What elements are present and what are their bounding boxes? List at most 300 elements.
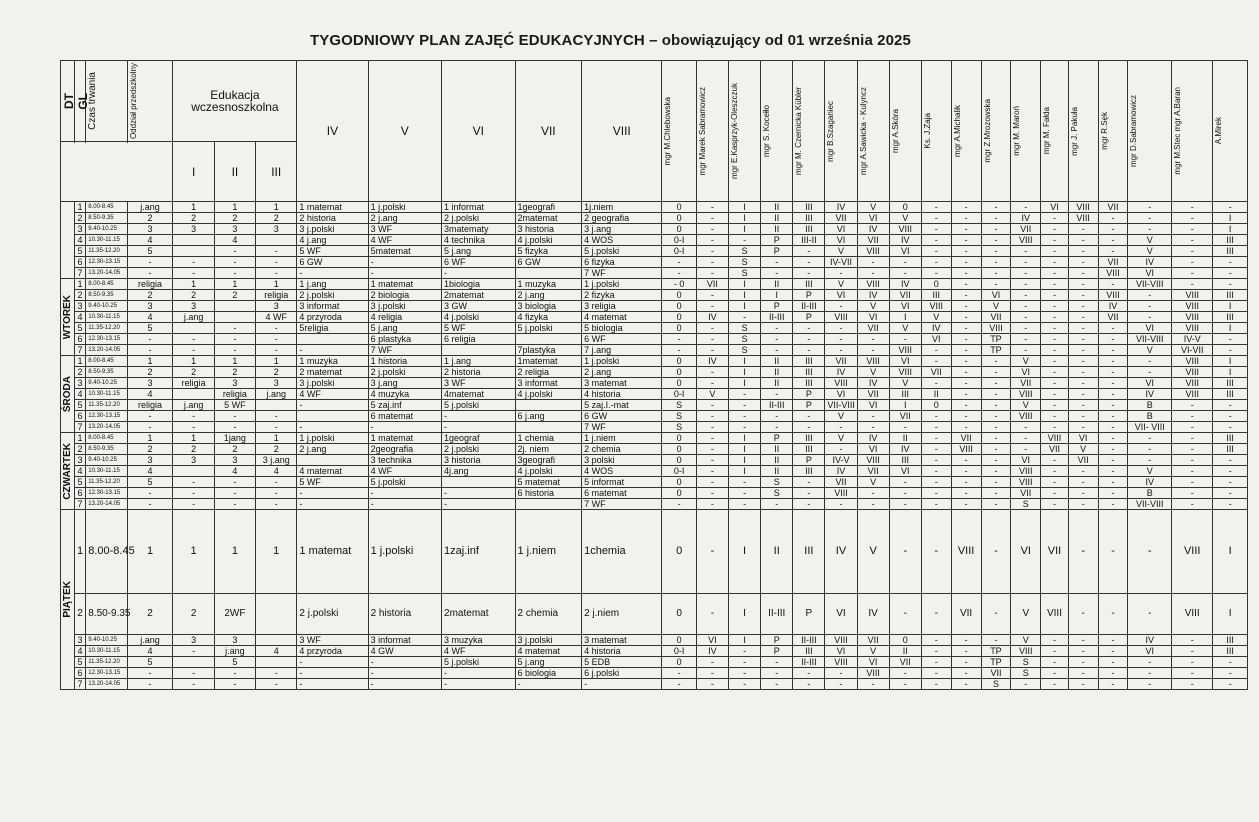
- schedule-cell: [297, 455, 368, 466]
- schedule-cell: I: [729, 444, 761, 455]
- schedule-cell: -: [889, 257, 921, 268]
- schedule-cell: -: [368, 488, 441, 499]
- schedule-cell: -: [1128, 301, 1172, 312]
- lesson-number: 7: [74, 499, 85, 510]
- schedule-cell: -: [1128, 455, 1172, 466]
- schedule-cell: -: [1041, 246, 1069, 257]
- schedule-cell: -: [1041, 657, 1069, 668]
- schedule-cell: 4 WF: [368, 235, 441, 246]
- schedule-cell: -: [981, 246, 1011, 257]
- schedule-cell: -: [256, 668, 297, 679]
- schedule-cell: -: [951, 679, 981, 690]
- schedule-cell: -: [1172, 400, 1213, 411]
- schedule-cell: -: [921, 657, 951, 668]
- schedule-cell: VII: [951, 594, 981, 635]
- schedule-cell: -: [921, 268, 951, 279]
- schedule-cell: -: [1213, 279, 1248, 290]
- teacher-header: mgr J. Pakuła: [1069, 106, 1079, 156]
- teacher-header: mgr Z.Mrozowska: [982, 99, 992, 163]
- schedule-cell: 0: [662, 213, 696, 224]
- schedule-cell: -: [1011, 433, 1041, 444]
- schedule-cell: 1 j.polski: [368, 510, 441, 594]
- schedule-cell: 2geografia: [368, 444, 441, 455]
- schedule-cell: -: [951, 488, 981, 499]
- schedule-cell: 1: [256, 510, 297, 594]
- schedule-cell: IV: [1128, 257, 1172, 268]
- schedule-cell: -: [696, 466, 728, 477]
- schedule-cell: -: [921, 224, 951, 235]
- day-label: CZWARTEK: [62, 442, 73, 500]
- schedule-cell: j.ang: [173, 400, 214, 411]
- schedule-cell: -: [696, 224, 728, 235]
- schedule-cell: 2: [127, 444, 173, 455]
- schedule-cell: -: [256, 323, 297, 334]
- schedule-cell: -: [696, 246, 728, 257]
- schedule-cell: [515, 422, 582, 433]
- lesson-number: 2: [74, 367, 85, 378]
- schedule-cell: VI-VII: [1172, 345, 1213, 356]
- schedule-cell: [214, 312, 255, 323]
- schedule-cell: -: [662, 334, 696, 345]
- schedule-cell: VII: [951, 433, 981, 444]
- schedule-cell: III: [1213, 646, 1248, 657]
- schedule-cell: -: [297, 499, 368, 510]
- lesson-time: 9.40-10.25: [86, 635, 127, 646]
- schedule-cell: -: [256, 334, 297, 345]
- schedule-cell: -: [442, 679, 515, 690]
- schedule-cell: I: [761, 290, 793, 301]
- schedule-cell: 2 j.ang: [582, 367, 662, 378]
- schedule-cell: -: [1098, 356, 1128, 367]
- schedule-cell: 0-I: [662, 466, 696, 477]
- edu-i-header: I: [173, 142, 214, 202]
- schedule-cell: S: [662, 411, 696, 422]
- schedule-cell: IV: [857, 433, 889, 444]
- schedule-cell: VI: [1128, 268, 1172, 279]
- schedule-cell: IV-V: [825, 455, 857, 466]
- schedule-cell: 5 WF: [297, 477, 368, 488]
- schedule-cell: 2: [173, 290, 214, 301]
- schedule-cell: 1: [256, 279, 297, 290]
- schedule-cell: -: [256, 345, 297, 356]
- schedule-cell: VII: [1098, 202, 1128, 213]
- schedule-cell: -: [127, 411, 173, 422]
- schedule-cell: [515, 334, 582, 345]
- schedule-cell: -: [729, 477, 761, 488]
- schedule-cell: 4 j.polski: [515, 235, 582, 246]
- schedule-cell: -: [696, 202, 728, 213]
- schedule-cell: -: [1172, 635, 1213, 646]
- schedule-cell: 2 historia: [442, 367, 515, 378]
- schedule-cell: -: [173, 411, 214, 422]
- schedule-cell: -: [921, 213, 951, 224]
- schedule-cell: V: [857, 477, 889, 488]
- schedule-cell: VIII: [825, 312, 857, 323]
- schedule-cell: VIII: [825, 635, 857, 646]
- schedule-cell: j.ang: [173, 312, 214, 323]
- schedule-cell: -: [981, 422, 1011, 433]
- schedule-cell: -: [1068, 488, 1098, 499]
- schedule-cell: -: [515, 679, 582, 690]
- schedule-cell: -: [1041, 235, 1069, 246]
- schedule-cell: IV: [889, 279, 921, 290]
- schedule-cell: -: [951, 455, 981, 466]
- schedule-cell: 5 zaj.inf: [368, 400, 441, 411]
- schedule-cell: VII: [857, 235, 889, 246]
- schedule-cell: -: [1098, 345, 1128, 356]
- schedule-cell: 2 j.ang: [297, 444, 368, 455]
- schedule-cell: 1: [173, 279, 214, 290]
- schedule-cell: 1: [256, 433, 297, 444]
- schedule-cell: V: [696, 389, 728, 400]
- schedule-cell: IV: [1128, 389, 1172, 400]
- schedule-cell: -: [951, 635, 981, 646]
- schedule-cell: -: [256, 268, 297, 279]
- lesson-number: 5: [74, 400, 85, 411]
- schedule-cell: VI: [825, 389, 857, 400]
- table-header: [61, 61, 1248, 202]
- lesson-number: 1: [74, 356, 85, 367]
- schedule-cell: -: [1213, 400, 1248, 411]
- schedule-cell: I: [1213, 213, 1248, 224]
- schedule-cell: -: [1041, 679, 1069, 690]
- schedule-cell: 2: [256, 444, 297, 455]
- schedule-cell: 1: [173, 356, 214, 367]
- schedule-cell: 2 biologia: [368, 290, 441, 301]
- schedule-cell: j.ang: [127, 635, 173, 646]
- schedule-cell: -: [951, 290, 981, 301]
- schedule-cell: VII- VIII: [1128, 422, 1172, 433]
- schedule-cell: -: [696, 334, 728, 345]
- schedule-cell: -: [981, 455, 1011, 466]
- schedule-cell: I: [729, 213, 761, 224]
- schedule-cell: -: [1041, 279, 1069, 290]
- schedule-cell: 5 j.ang: [442, 246, 515, 257]
- schedule-cell: -: [951, 499, 981, 510]
- schedule-cell: -: [889, 679, 921, 690]
- schedule-cell: 4 muzyka: [368, 389, 441, 400]
- schedule-cell: -: [951, 279, 981, 290]
- schedule-cell: -: [1041, 356, 1069, 367]
- schedule-cell: 3: [214, 224, 255, 235]
- lesson-time: 8.00-8.45: [86, 433, 127, 444]
- schedule-cell: 0: [889, 635, 921, 646]
- schedule-cell: -: [256, 411, 297, 422]
- schedule-cell: 3geografi: [515, 455, 582, 466]
- schedule-cell: -: [1041, 213, 1069, 224]
- schedule-cell: 6 j.polski: [582, 668, 662, 679]
- schedule-cell: -: [825, 301, 857, 312]
- schedule-cell: II: [761, 367, 793, 378]
- schedule-cell: -: [729, 657, 761, 668]
- schedule-cell: -: [857, 345, 889, 356]
- schedule-cell: -: [951, 202, 981, 213]
- lesson-time: 8.50-9.35: [86, 290, 127, 301]
- schedule-cell: 1biologia: [442, 279, 515, 290]
- schedule-cell: 1chemia: [582, 510, 662, 594]
- lesson-time: 8.00-8.45: [86, 510, 127, 594]
- class-viii-header: VIII: [582, 61, 662, 202]
- schedule-cell: 1j.niem: [582, 202, 662, 213]
- schedule-cell: 5 j.ang: [515, 657, 582, 668]
- class-vii-header: VII: [515, 61, 582, 202]
- schedule-cell: 1 matemat: [297, 202, 368, 213]
- oddzial-header: Oddział przedszkolny: [128, 63, 138, 140]
- schedule-cell: -: [729, 235, 761, 246]
- schedule-cell: II: [761, 279, 793, 290]
- schedule-cell: 3 historia: [515, 224, 582, 235]
- schedule-cell: 1 j.niem: [582, 433, 662, 444]
- schedule-cell: -: [662, 679, 696, 690]
- schedule-cell: 5 EDB: [582, 657, 662, 668]
- schedule-cell: -: [825, 323, 857, 334]
- schedule-cell: TP: [981, 646, 1011, 657]
- lesson-number: 3: [74, 635, 85, 646]
- schedule-cell: 1 j.polski: [368, 202, 441, 213]
- schedule-cell: 5 j.polski: [442, 400, 515, 411]
- schedule-cell: -: [1172, 657, 1213, 668]
- schedule-cell: -: [442, 268, 515, 279]
- schedule-cell: -: [1098, 668, 1128, 679]
- schedule-cell: 4: [256, 466, 297, 477]
- schedule-cell: religia: [127, 279, 173, 290]
- teacher-header: mgr S. Kocełło: [762, 105, 772, 158]
- schedule-cell: -: [297, 679, 368, 690]
- schedule-cell: -: [981, 367, 1011, 378]
- schedule-cell: 3: [214, 378, 255, 389]
- schedule-cell: VIII: [1172, 290, 1213, 301]
- table-row: [61, 334, 1248, 345]
- schedule-cell: -: [256, 257, 297, 268]
- schedule-cell: -: [1041, 389, 1069, 400]
- schedule-cell: 2: [173, 213, 214, 224]
- schedule-cell: -: [1041, 668, 1069, 679]
- schedule-cell: -: [921, 455, 951, 466]
- schedule-cell: II: [761, 213, 793, 224]
- schedule-cell: -: [1172, 235, 1213, 246]
- schedule-cell: -: [1172, 411, 1213, 422]
- schedule-cell: 4 fizyka: [515, 312, 582, 323]
- schedule-cell: III: [793, 279, 825, 290]
- schedule-cell: 2 matemat: [297, 367, 368, 378]
- schedule-cell: -: [1068, 224, 1098, 235]
- schedule-cell: III: [793, 224, 825, 235]
- lesson-number: 4: [74, 312, 85, 323]
- schedule-cell: III: [1213, 378, 1248, 389]
- schedule-cell: VII: [981, 668, 1011, 679]
- schedule-cell: -: [951, 400, 981, 411]
- schedule-cell: -: [981, 477, 1011, 488]
- schedule-cell: -: [793, 323, 825, 334]
- lesson-number: 2: [74, 290, 85, 301]
- schedule-cell: 6 j.ang: [515, 411, 582, 422]
- schedule-cell: [256, 400, 297, 411]
- schedule-cell: S: [729, 257, 761, 268]
- schedule-cell: -: [1172, 455, 1213, 466]
- schedule-cell: III: [1213, 246, 1248, 257]
- schedule-cell: I: [889, 400, 921, 411]
- schedule-cell: 4: [214, 235, 255, 246]
- schedule-cell: III: [1213, 635, 1248, 646]
- schedule-cell: -: [1172, 279, 1213, 290]
- schedule-cell: 3 j.polski: [515, 635, 582, 646]
- schedule-cell: V: [1011, 594, 1041, 635]
- schedule-cell: -: [1068, 246, 1098, 257]
- lesson-time: 11.35-12.20: [86, 477, 127, 488]
- schedule-cell: -: [761, 422, 793, 433]
- schedule-cell: -: [921, 257, 951, 268]
- schedule-cell: II-III: [761, 594, 793, 635]
- schedule-cell: -: [1128, 679, 1172, 690]
- schedule-cell: P: [761, 246, 793, 257]
- schedule-cell: VIII: [1041, 594, 1069, 635]
- schedule-cell: II: [921, 389, 951, 400]
- lesson-time: 8.50-9.35: [86, 367, 127, 378]
- schedule-cell: -: [1128, 290, 1172, 301]
- schedule-cell: -: [951, 466, 981, 477]
- schedule-cell: -: [921, 646, 951, 657]
- schedule-cell: 3: [127, 455, 173, 466]
- schedule-cell: -: [696, 499, 728, 510]
- schedule-cell: II: [761, 202, 793, 213]
- schedule-cell: II: [761, 224, 793, 235]
- schedule-cell: 1matemat: [515, 356, 582, 367]
- schedule-cell: -: [368, 268, 441, 279]
- schedule-cell: -: [1098, 488, 1128, 499]
- schedule-cell: -: [662, 668, 696, 679]
- schedule-cell: S: [981, 679, 1011, 690]
- schedule-cell: -: [1041, 224, 1069, 235]
- schedule-cell: 4 WOS: [582, 466, 662, 477]
- schedule-cell: P: [761, 635, 793, 646]
- schedule-cell: -: [173, 477, 214, 488]
- schedule-cell: 1: [127, 356, 173, 367]
- lesson-time: 8.00-8.45: [86, 356, 127, 367]
- lesson-number: 3: [74, 378, 85, 389]
- schedule-cell: 3: [256, 224, 297, 235]
- schedule-cell: I: [1213, 301, 1248, 312]
- schedule-cell: -: [696, 213, 728, 224]
- schedule-cell: 1: [256, 202, 297, 213]
- lesson-number: 4: [74, 646, 85, 657]
- schedule-cell: V: [1011, 400, 1041, 411]
- schedule-cell: V: [1011, 356, 1041, 367]
- table-row: [61, 257, 1248, 268]
- lesson-time: 8.00-8.45: [86, 279, 127, 290]
- schedule-cell: -: [368, 422, 441, 433]
- schedule-cell: 6 biologia: [515, 668, 582, 679]
- schedule-cell: II: [761, 455, 793, 466]
- schedule-cell: VIII: [951, 444, 981, 455]
- schedule-cell: 0: [662, 301, 696, 312]
- schedule-cell: 4: [127, 312, 173, 323]
- schedule-cell: -: [1068, 279, 1098, 290]
- schedule-cell: 4: [127, 466, 173, 477]
- schedule-cell: -: [1041, 477, 1069, 488]
- schedule-cell: -: [981, 257, 1011, 268]
- table-row: [61, 466, 1248, 477]
- schedule-cell: -: [1172, 224, 1213, 235]
- schedule-cell: IV: [696, 312, 728, 323]
- schedule-cell: -: [1098, 246, 1128, 257]
- schedule-cell: -: [1128, 367, 1172, 378]
- schedule-cell: religia: [214, 389, 255, 400]
- schedule-cell: 3 polski: [582, 455, 662, 466]
- schedule-cell: -: [951, 378, 981, 389]
- schedule-cell: 1: [214, 510, 255, 594]
- schedule-cell: -: [1128, 433, 1172, 444]
- schedule-cell: -: [981, 444, 1011, 455]
- schedule-cell: -: [1098, 224, 1128, 235]
- schedule-cell: -: [857, 499, 889, 510]
- schedule-cell: -: [729, 411, 761, 422]
- schedule-cell: V: [889, 213, 921, 224]
- table-row: [61, 279, 1248, 290]
- schedule-cell: 0: [662, 367, 696, 378]
- schedule-cell: VIII: [1011, 389, 1041, 400]
- schedule-cell: 2 chemia: [582, 444, 662, 455]
- schedule-cell: -: [981, 488, 1011, 499]
- lesson-time: 12.30-13.15: [86, 488, 127, 499]
- schedule-cell: 1: [214, 356, 255, 367]
- schedule-cell: -: [921, 202, 951, 213]
- lesson-number: 6: [74, 411, 85, 422]
- schedule-cell: V: [1128, 345, 1172, 356]
- schedule-cell: 5 j.ang: [368, 323, 441, 334]
- schedule-cell: -: [981, 389, 1011, 400]
- table-row: [61, 246, 1248, 257]
- schedule-cell: VI: [857, 400, 889, 411]
- table-row: [61, 345, 1248, 356]
- schedule-cell: 1 j.polski: [582, 356, 662, 367]
- schedule-cell: 2 religia: [515, 367, 582, 378]
- schedule-cell: V: [1128, 246, 1172, 257]
- lesson-time: 11.35-12.20: [86, 400, 127, 411]
- schedule-cell: 0: [662, 323, 696, 334]
- schedule-cell: 2: [256, 213, 297, 224]
- schedule-cell: 4 WOS: [582, 235, 662, 246]
- schedule-cell: VI: [1041, 202, 1069, 213]
- schedule-cell: -: [951, 301, 981, 312]
- schedule-cell: -: [1041, 499, 1069, 510]
- schedule-cell: I: [1213, 367, 1248, 378]
- schedule-cell: [515, 268, 582, 279]
- lesson-number: 7: [74, 345, 85, 356]
- schedule-cell: -: [214, 246, 255, 257]
- schedule-cell: 2 historia: [368, 594, 441, 635]
- dt-header: DT: [62, 93, 76, 110]
- schedule-cell: I: [729, 594, 761, 635]
- schedule-cell: -: [951, 477, 981, 488]
- schedule-cell: 5matemat: [368, 246, 441, 257]
- lesson-time: 8.50-9.35: [86, 444, 127, 455]
- schedule-cell: 4 przyroda: [297, 646, 368, 657]
- schedule-cell: I: [729, 290, 761, 301]
- schedule-cell: 0-I: [662, 389, 696, 400]
- schedule-cell: 4 WF: [368, 466, 441, 477]
- schedule-cell: -: [297, 345, 368, 356]
- schedule-cell: 4 przyroda: [297, 312, 368, 323]
- schedule-cell: IV: [1128, 635, 1172, 646]
- schedule-cell: I: [729, 224, 761, 235]
- schedule-cell: -: [127, 499, 173, 510]
- schedule-cell: 2j. niem: [515, 444, 582, 455]
- schedule-cell: I: [1213, 323, 1248, 334]
- schedule-cell: -: [662, 345, 696, 356]
- schedule-cell: -: [1011, 257, 1041, 268]
- schedule-cell: 1 j.niem: [515, 510, 582, 594]
- schedule-cell: -: [951, 235, 981, 246]
